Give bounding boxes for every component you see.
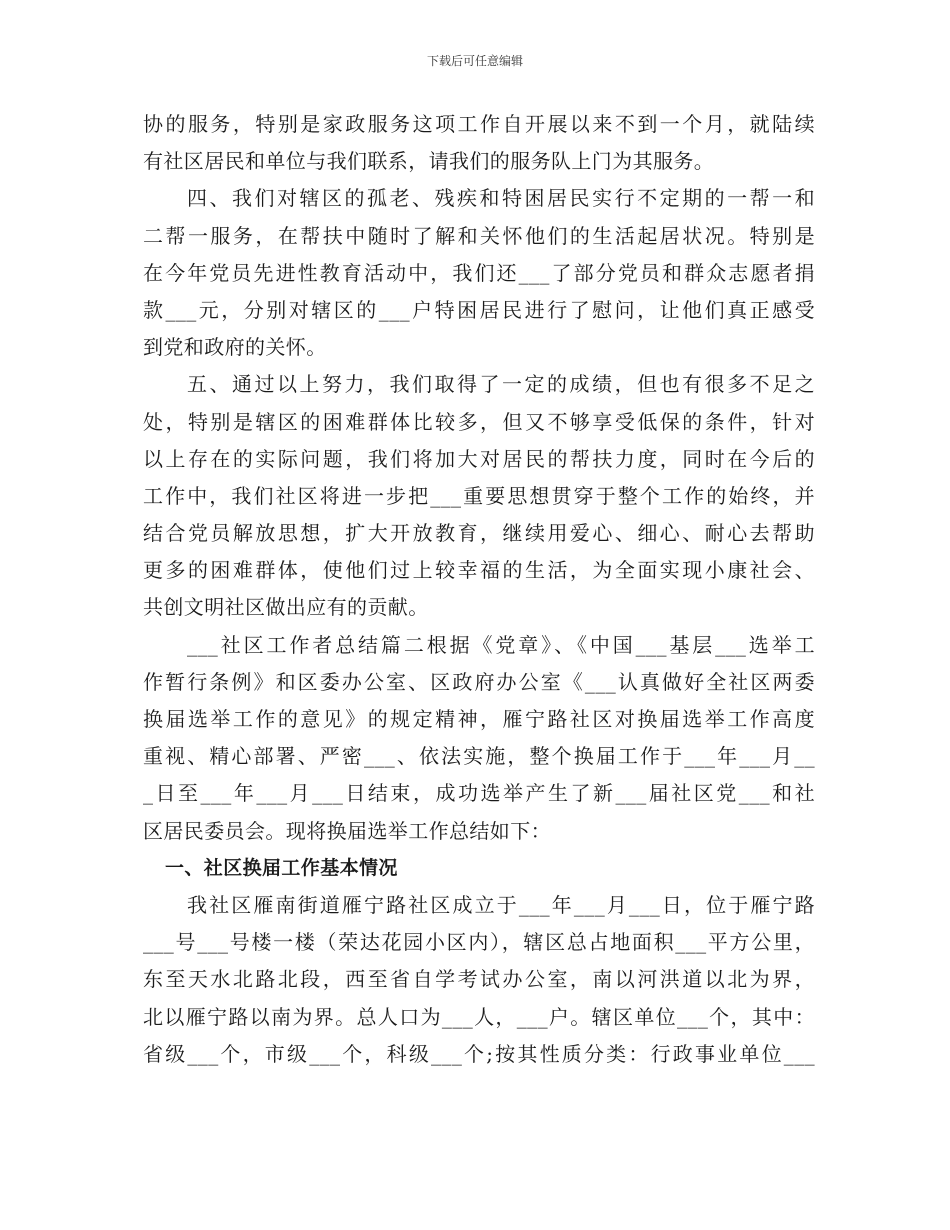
text-line: 协的服务，特别是家政服务这项工作自开展以来不到一个月，就陆续 bbox=[143, 112, 815, 136]
text-line: 结合党员解放思想，扩大开放教育，继续用爱心、细心、耐心去帮助 bbox=[143, 521, 815, 546]
text-line: ___号___号楼一楼（荣达花园小区内），辖区总占地面积___平方公里， bbox=[143, 930, 815, 955]
text-line: 东至天水北路北段，西至省自学考试办公室，南以河洪道以北为界， bbox=[143, 967, 815, 992]
text-line: 工作中，我们社区将进一步把___重要思想贯穿于整个工作的始终，并 bbox=[143, 483, 815, 508]
text-line: 有社区居民和单位与我们联系，请我们的服务队上门为其服务。 bbox=[143, 149, 715, 174]
text-line: 省级___个，市级___个，科级___个;按其性质分类：行政事业单位___ bbox=[143, 1041, 815, 1066]
text-line: 处，特别是辖区的困难群体比较多，但又不够享受低保的条件，针对 bbox=[143, 409, 815, 434]
text-line: 以上存在的实际问题，我们将加大对居民的帮扶力度，同时在今后的 bbox=[143, 446, 815, 471]
text-line: 到党和政府的关怀。 bbox=[143, 335, 327, 360]
text-line: 在今年党员先进性教育活动中，我们还___了部分党员和群众志愿者捐 bbox=[143, 260, 815, 285]
page-header: 下载后可任意编辑 bbox=[426, 54, 523, 68]
text-line: 北以雁宁路以南为界。总人口为___人，___户。辖区单位___个，其中： bbox=[143, 1004, 815, 1029]
text-line: ___社区工作者总结篇二根据《党章》、《中国___基层___选举工 bbox=[187, 632, 815, 657]
text-line: 我社区雁南街道雁宁路社区成立于___年___月___日，位于雁宁路 bbox=[187, 892, 815, 917]
text-line: 重视、精心部署、严密___、依法实施，整个换届工作于___年___月__ bbox=[143, 744, 815, 769]
text-line: 换届选举工作的意见》的规定精神，雁宁路社区对换届选举工作高度 bbox=[143, 707, 815, 731]
text-line: 更多的困难群体，使他们过上较幸福的生活，为全面实现小康社会、 bbox=[143, 558, 815, 583]
text-line: 四、我们对辖区的孤老、残疾和特困居民实行不定期的一帮一和 bbox=[187, 186, 815, 211]
document-body bbox=[143, 106, 815, 1073]
text-line: 作暂行条例》和区委办公室、区政府办公室《___认真做好全社区两委 bbox=[143, 669, 815, 694]
text-line: _日至___年___月___日结束，成功选举产生了新___届社区党___和社 bbox=[143, 781, 815, 806]
text-line: 款___元，分别对辖区的___户特困居民进行了慰问，让他们真正感受 bbox=[143, 297, 815, 322]
text-line: 五、通过以上努力，我们取得了一定的成绩，但也有很多不足之 bbox=[187, 372, 815, 397]
text-line: 二帮一服务，在帮扶中随时了解和关怀他们的生活起居状况。特别是 bbox=[143, 223, 815, 248]
text-line: 区居民委员会。现将换届选举工作总结如下： bbox=[143, 818, 551, 843]
section-heading: 一、社区换届工作基本情况 bbox=[165, 856, 398, 879]
text-line: 共创文明社区做出应有的贡献。 bbox=[143, 595, 429, 620]
